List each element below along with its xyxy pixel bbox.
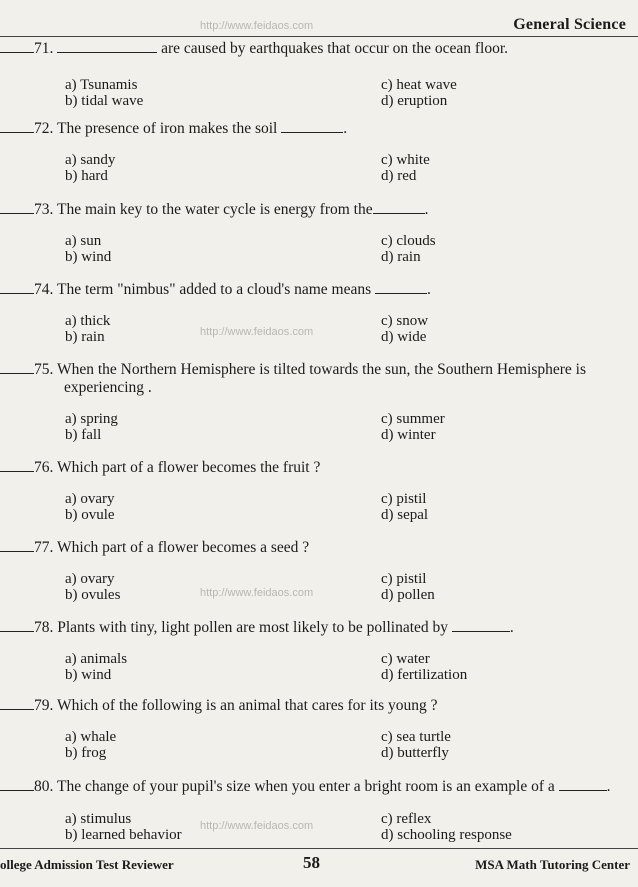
- choice-c: c) sea turtle: [381, 729, 451, 745]
- question-text: When the Northern Hemisphere is tilted towards the sun, the Southern Hemisphere is: [56, 361, 587, 378]
- question-number: 74.: [34, 281, 54, 298]
- question-number: 73.: [34, 201, 54, 218]
- header-divider: [0, 36, 638, 37]
- choice-b: b) frog: [65, 745, 107, 761]
- question-text: Plants with tiny, light pollen are most likely to be pollinated by: [57, 619, 452, 636]
- watermark: http://www.feidaos.com: [200, 587, 314, 599]
- question-text: Which part of a flower becomes a seed ?: [56, 539, 310, 556]
- choice-d: d) winter: [381, 427, 436, 443]
- watermark: http://www.feidaos.com: [200, 820, 314, 832]
- fill-blank: [375, 281, 427, 294]
- page-number: 58: [303, 853, 320, 872]
- question-number: 75.: [34, 361, 54, 378]
- choice-d: d) sepal: [381, 507, 429, 523]
- question-number: 76.: [34, 459, 54, 476]
- choices: [0, 233, 638, 267]
- fill-blank: [452, 619, 510, 632]
- question-71: [0, 40, 638, 111]
- question-78: 78. Plants with tiny, light pollen are most likely to be pollinated by . a) animals b) wind c) water d) fertilization: [0, 619, 638, 685]
- choices: [0, 811, 638, 845]
- answer-blank: [0, 40, 34, 53]
- fill-blank: [57, 40, 157, 53]
- choice-c: c) white: [381, 152, 430, 168]
- question-text: The presence of iron makes the soil: [56, 120, 282, 137]
- choice-a: a) spring: [65, 411, 118, 427]
- choices: [0, 313, 638, 347]
- answer-blank: [0, 459, 34, 472]
- choice-a: a) sun: [65, 233, 102, 249]
- question-74: 74. The term "nimbus" added to a cloud's name means . a) thick b) rain c) snow d) wide: [0, 281, 638, 347]
- choice-b: b) hard: [65, 168, 108, 184]
- choice-d: d) butterfly: [381, 745, 449, 761]
- choice-d: d) eruption: [381, 93, 448, 109]
- choice-a: a) animals: [65, 651, 128, 667]
- choice-d: d) rain: [381, 249, 421, 265]
- choice-b: b) ovule: [65, 507, 115, 523]
- choices: [0, 152, 638, 186]
- question-text-continued: experiencing: [64, 379, 148, 396]
- fill-blank: [373, 201, 425, 214]
- choices: [0, 411, 638, 445]
- answer-blank: [0, 539, 34, 552]
- choice-a: a) ovary: [65, 491, 115, 507]
- question-72: 72. The presence of iron makes the soil . a) sandy b) hard c) white d) red: [0, 120, 638, 186]
- choice-d: d) red: [381, 168, 417, 184]
- answer-blank: [0, 619, 34, 632]
- choices: [0, 651, 638, 685]
- question-text: The change of your pupil's size when you enter a bright room is an example of a: [56, 778, 559, 795]
- answer-blank: [0, 201, 34, 214]
- choices: [0, 77, 638, 111]
- choice-d: d) schooling response: [381, 827, 512, 843]
- choices: [0, 491, 638, 525]
- publisher-name: MSA Math Tutoring Center: [475, 857, 630, 872]
- choice-b: b) rain: [65, 329, 105, 345]
- choice-b: b) fall: [65, 427, 102, 443]
- answer-blank: [0, 778, 34, 791]
- choice-d: d) pollen: [381, 587, 435, 603]
- question-79: [0, 697, 638, 763]
- question-80: 80. The change of your pupil's size when you enter a bright room is an example of a . a) stimulus b) learned behavior c) reflex d) schooling response: [0, 778, 638, 845]
- choice-b: b) ovules: [65, 587, 121, 603]
- choice-a: a) stimulus: [65, 811, 132, 827]
- answer-blank: [0, 697, 34, 710]
- answer-blank: [0, 281, 34, 294]
- choice-c: c) water: [381, 651, 430, 667]
- choice-c: c) pistil: [381, 571, 427, 587]
- choice-d: d) fertilization: [381, 667, 468, 683]
- question-text: are caused by earthquakes that occur on the ocean floor.: [157, 40, 508, 57]
- footer-divider: [0, 848, 638, 849]
- question-number: 71.: [34, 40, 54, 57]
- watermark: http://www.feidaos.com: [200, 326, 314, 338]
- question-number: 80.: [34, 778, 54, 795]
- choice-c: c) summer: [381, 411, 445, 427]
- answer-blank: [0, 361, 34, 374]
- question-text: Which part of a flower becomes the fruit ?: [56, 459, 321, 476]
- choice-a: a) ovary: [65, 571, 115, 587]
- choice-b: b) wind: [65, 667, 112, 683]
- question-text: Which of the following is an animal that cares for its young ?: [56, 697, 438, 714]
- section-title: General Science: [513, 16, 626, 33]
- choice-c: c) heat wave: [381, 77, 457, 93]
- choice-a: a) thick: [65, 313, 111, 329]
- question-73: 73. The main key to the water cycle is energy from the . a) sun b) wind c) clouds d) rain: [0, 201, 638, 267]
- choice-d: d) wide: [381, 329, 427, 345]
- choice-b: b) learned behavior: [65, 827, 182, 843]
- choice-a: a) sandy: [65, 152, 116, 168]
- fill-blank: [281, 120, 343, 133]
- question-text: The main key to the water cycle is energy from the: [56, 201, 373, 218]
- question-number: 78.: [34, 619, 54, 636]
- choice-c: c) pistil: [381, 491, 427, 507]
- choices: [0, 571, 638, 605]
- question-number: 77.: [34, 539, 54, 556]
- watermark: http://www.feidaos.com: [200, 20, 314, 32]
- question-text: The term "nimbus" added to a cloud's name means: [56, 281, 376, 298]
- question-number: 79.: [34, 697, 54, 714]
- question-75: 75. When the Northern Hemisphere is tilted towards the sun, the Southern Hemisphere is experiencing . a) spring b) fall c) summer d) winter: [0, 361, 638, 445]
- book-title: ollege Admission Test Reviewer: [0, 857, 174, 872]
- choice-a: a) Tsunamis: [65, 77, 138, 93]
- choice-b: b) wind: [65, 249, 112, 265]
- question-77: [0, 539, 638, 605]
- choice-c: c) clouds: [381, 233, 436, 249]
- choices: [0, 729, 638, 763]
- choice-c: c) snow: [381, 313, 429, 329]
- choice-b: b) tidal wave: [65, 93, 144, 109]
- fill-blank: [559, 778, 607, 791]
- question-number: 72.: [34, 120, 54, 137]
- answer-blank: [0, 120, 34, 133]
- choice-a: a) whale: [65, 729, 117, 745]
- choice-c: c) reflex: [381, 811, 432, 827]
- question-76: [0, 459, 638, 525]
